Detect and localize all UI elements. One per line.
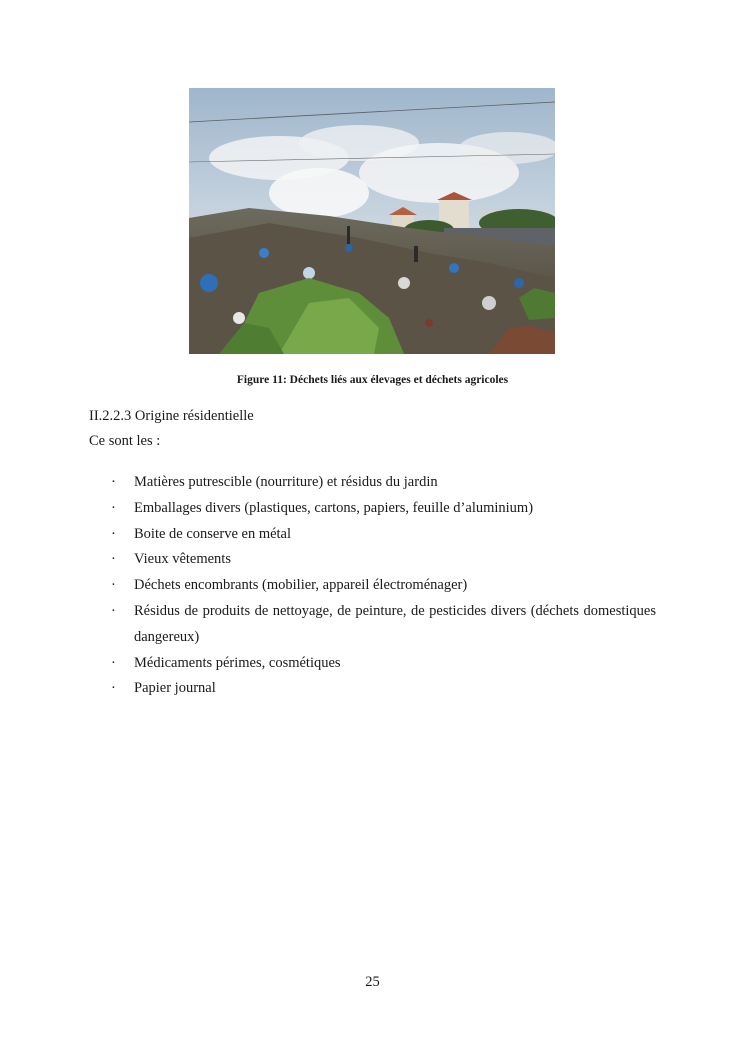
list-item-text: Boite de conserve en métal <box>134 525 292 542</box>
bullet-icon: · <box>111 551 116 568</box>
list-item <box>89 470 656 496</box>
bullet-icon: · <box>111 602 116 619</box>
figure-photo <box>189 88 555 354</box>
list-item <box>89 599 656 651</box>
list-item-text: Matières putrescible (nourriture) et résidus du jardin <box>134 474 438 490</box>
list-item <box>89 651 656 677</box>
figure-caption: Figure 11: Déchets liés aux élevages et déchets agricoles <box>236 374 509 386</box>
section-heading: II.2.2.3 Origine résidentielle <box>89 408 254 424</box>
list-item <box>89 573 656 599</box>
bullet-icon: · <box>111 499 116 516</box>
list-item <box>89 522 656 548</box>
bullet-icon: · <box>111 680 116 697</box>
bullet-list <box>89 470 656 702</box>
list-item <box>89 496 656 522</box>
section-intro: Ce sont les : <box>89 433 161 449</box>
list-item-text: Vieux vêtements <box>134 551 231 568</box>
dump-site-photo <box>189 88 555 354</box>
bullet-icon: · <box>111 525 116 542</box>
list-item <box>89 547 656 573</box>
bullet-icon: · <box>111 474 116 490</box>
list-item-text: Emballages divers (plastiques, cartons, papiers, feuille d’aluminium) <box>134 499 534 516</box>
page-number: 25 <box>365 974 380 990</box>
bullet-icon: · <box>111 654 116 671</box>
list-item <box>89 676 656 702</box>
bullet-icon: · <box>111 577 116 594</box>
list-item-text: Papier journal <box>134 680 216 697</box>
list-item-text: Résidus de produits de nettoyage, de peinture, de pesticides divers (déchets domestiques dangereux) <box>134 602 656 645</box>
list-item-text: Déchets encombrants (mobilier, appareil électroménager) <box>134 577 468 594</box>
list-item-text: Médicaments périmes, cosmétiques <box>134 654 341 671</box>
